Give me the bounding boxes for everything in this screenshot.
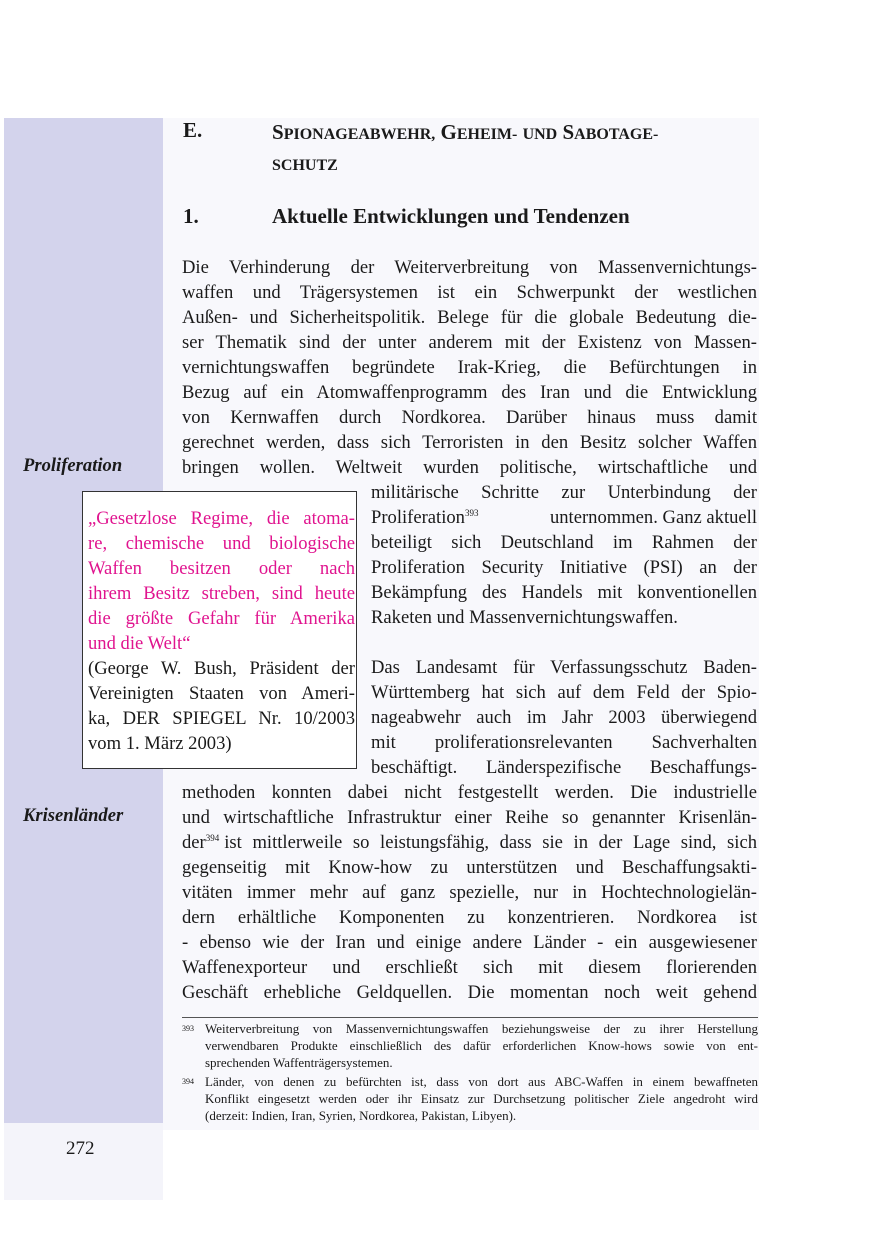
text-line: Waffenexporteur und erschließt sich mit diesem florierenden xyxy=(182,957,757,978)
text-line: methoden konnten dabei nicht festgestellt werden. Die industrielle xyxy=(182,782,757,803)
text-line: militärische Schritte zur Unterbindung der xyxy=(371,482,757,503)
page-number: 272 xyxy=(66,1138,95,1159)
text-line: - ebenso wie der Iran und einige andere Länder - ein ausgewiesener xyxy=(182,932,757,953)
attribution-line: Vereinigten Staaten von Ameri- xyxy=(88,683,355,704)
attribution-line: ka, DER SPIEGEL Nr. 10/2003 xyxy=(88,708,355,729)
footnote-line: verwendbaren Produkte einschließlich des dafür erforderlichen Know-hows sowie von ent- xyxy=(205,1038,758,1053)
footnote-line: Länder, von denen zu befürchten ist, dass von dort aus ABC-Waffen in einem bewaffneten xyxy=(205,1074,758,1089)
footnote-line: sprechenden Waffenträgersystemen. xyxy=(205,1055,393,1070)
text-line: und wirtschaftliche Infrastruktur einer Reihe so genannter Krisenlän- xyxy=(182,807,757,828)
footnote-number: 394 xyxy=(182,1077,194,1086)
attribution-line: vom 1. März 2003) xyxy=(88,733,232,754)
section-title-line-1 xyxy=(272,118,658,149)
section-title-line-2 xyxy=(272,149,658,180)
section-title xyxy=(272,118,658,180)
text-line: vitäten immer mehr auf ganz spezielle, nur in Hochtechnologielän- xyxy=(182,882,757,903)
paragraph-2 xyxy=(371,655,757,780)
footnote-separator xyxy=(182,1017,758,1018)
text-line: Proliferation Security Initiative (PSI) an der xyxy=(371,557,757,578)
text-line: Das Landesamt für Verfassungsschutz Baden- xyxy=(371,657,757,678)
text-fragment xyxy=(371,505,478,530)
footnote-line: Konflikt eingesetzt werden oder ihr Einsatz zur Durchsetzung politischer Ziele angedroht wird xyxy=(205,1091,758,1106)
text-fragment xyxy=(182,830,219,855)
paragraph-1-continued xyxy=(371,480,757,630)
text-line: nageabwehr auch im Jahr 2003 überwiegend xyxy=(371,707,757,728)
der-word: der xyxy=(182,832,206,853)
section-title-line-1-text: SPIONAGEABWEHR, GEHEIM- UND SABOTAGE- xyxy=(272,120,659,144)
quote-box xyxy=(82,491,357,769)
text-line: Raketen und Massenvernichtungswaffen. xyxy=(371,607,678,628)
text-line: gerechnet werden, dass sich Terroristen in den Besitz solcher Waffen xyxy=(182,432,757,453)
footnote-394 xyxy=(182,1073,758,1124)
footnote-line: (derzeit: Indien, Iran, Syrien, Nordkorea, Pakistan, Libyen). xyxy=(205,1108,517,1123)
text-line: Außen- und Sicherheitspolitik. Belege für die globale Bedeutung die- xyxy=(182,307,757,328)
text-line: ser Thematik sind der unter anderem mit der Existenz von Massen- xyxy=(182,332,757,353)
footnote-393 xyxy=(182,1020,758,1071)
margin-note-proliferation: Proliferation xyxy=(23,455,123,476)
footnote-ref-394[interactable]: 394 xyxy=(205,833,220,843)
text-line: waffen und Trägersystemen ist ein Schwerpunkt der westlichen xyxy=(182,282,757,303)
paragraph-2-continued xyxy=(182,780,757,1005)
quote-line: und die Welt“ xyxy=(88,633,191,654)
text-line: gegenseitig mit Know-how zu unterstützen und Beschaffungsakti- xyxy=(182,857,757,878)
text-line: Geschäft erhebliche Geldquellen. Die momentan noch weit gehend xyxy=(182,982,757,1003)
quote-attribution xyxy=(88,656,355,756)
quote-line: ihrem Besitz streben, sind heute xyxy=(88,583,355,604)
text-line: beschäftigt. Länderspezifische Beschaffungs- xyxy=(371,757,757,778)
section-letter: E. xyxy=(183,118,203,142)
text-line: vernichtungswaffen begründete Irak-Krieg, die Befürchtungen in xyxy=(182,357,757,378)
attribution-line: (George W. Bush, Präsident der xyxy=(88,658,355,679)
quote-line: „Gesetzlose Regime, die atoma- xyxy=(88,508,355,529)
text-line: Die Verhinderung der Weiterverbreitung von Massenvernichtungs- xyxy=(182,257,757,278)
footnote-number: 393 xyxy=(182,1024,194,1033)
text-line: von Kernwaffen durch Nordkorea. Darüber hinaus muss damit xyxy=(182,407,757,428)
footnote-ref-393[interactable]: 393 xyxy=(464,508,479,518)
quote-text xyxy=(88,506,355,656)
page-number-area xyxy=(4,1123,163,1200)
quote-line: die größte Gefahr für Amerika xyxy=(88,608,355,629)
paragraph-1 xyxy=(182,255,757,480)
text-line: mit proliferationsrelevanten Sachverhalten xyxy=(371,732,757,753)
footnote-text xyxy=(205,1073,758,1124)
text-line: bringen wollen. Weltweit wurden politische, wirtschaftliche und xyxy=(182,457,757,478)
text-line: beteiligt sich Deutschland im Rahmen der xyxy=(371,532,757,553)
subsection-title: Aktuelle Entwicklungen und Tendenzen xyxy=(272,204,630,228)
text-line-with-footnote xyxy=(371,505,757,530)
quote-line: Waffen besitzen oder nach xyxy=(88,558,355,579)
text-fragment: unternommen. Ganz aktuell xyxy=(549,507,757,528)
text-line: Bekämpfung des Handels mit konventionellen xyxy=(371,582,757,603)
text-line: Württemberg hat sich auf dem Feld der Spio- xyxy=(371,682,757,703)
footnote-text xyxy=(205,1020,758,1071)
proliferation-word: Proliferation xyxy=(371,507,465,528)
footnote-line: Weiterverbreitung von Massenvernichtungswaffen beziehungsweise der zu ihrer Herstellung xyxy=(205,1021,758,1036)
text-line: Bezug auf ein Atomwaffenprogramm des Iran und die Entwicklung xyxy=(182,382,757,403)
section-title-line-2-text: SCHUTZ xyxy=(272,157,338,174)
subsection-number: 1. xyxy=(183,204,199,228)
margin-note-krisenlaender: Krisenländer xyxy=(23,805,124,826)
text-line: dern erhältliche Komponenten zu konzentrieren. Nordkorea ist xyxy=(182,907,757,928)
text-line-with-footnote xyxy=(182,830,757,855)
quote-line: re, chemische und biologische xyxy=(88,533,355,554)
text-fragment: ist mittlerweile so leistungsfähig, dass sie in der Lage sind, sich xyxy=(224,832,757,853)
